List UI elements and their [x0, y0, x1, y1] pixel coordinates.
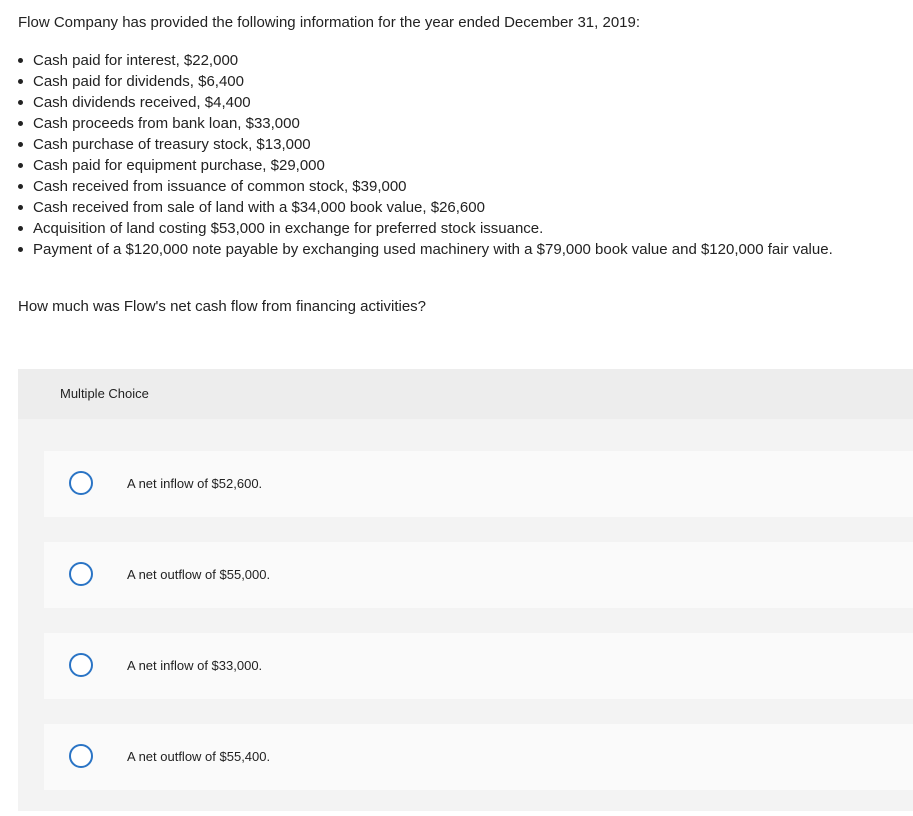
facts-list [18, 50, 833, 260]
bullet-icon [18, 163, 23, 168]
answer-option-1[interactable] [44, 451, 913, 517]
fact-text: Cash received from issuance of common stock, $39,000 [33, 178, 407, 195]
fact-text: Cash received from sale of land with a $34,000 book value, $26,600 [33, 199, 485, 216]
radio-button[interactable] [69, 744, 93, 768]
bullet-icon [18, 226, 23, 231]
fact-text: Cash paid for equipment purchase, $29,000 [33, 157, 325, 174]
radio-button[interactable] [69, 471, 93, 495]
bullet-icon [18, 184, 23, 189]
bullet-icon [18, 58, 23, 63]
multiple-choice-header [18, 369, 913, 419]
answer-option-4[interactable] [44, 724, 913, 790]
answer-label: A net inflow of $52,600. [127, 476, 263, 491]
question-intro: Flow Company has provided the following information for the year ended December 31, 2019: [18, 14, 641, 31]
answer-label: A net outflow of $55,000. [127, 567, 271, 582]
multiple-choice-panel [18, 369, 913, 811]
answer-option-2[interactable] [44, 542, 913, 608]
fact-item [18, 155, 833, 176]
answer-label: A net inflow of $33,000. [127, 658, 263, 673]
fact-item [18, 92, 833, 113]
question-prompt: How much was Flow's net cash flow from financing activities? [18, 298, 427, 315]
radio-button[interactable] [69, 562, 93, 586]
multiple-choice-title: Multiple Choice [60, 386, 149, 401]
fact-item [18, 134, 833, 155]
bullet-icon [18, 142, 23, 147]
bullet-icon [18, 100, 23, 105]
fact-item [18, 176, 833, 197]
fact-text: Cash paid for dividends, $6,400 [33, 73, 244, 90]
fact-item [18, 71, 833, 92]
answer-label: A net outflow of $55,400. [127, 749, 271, 764]
bullet-icon [18, 121, 23, 126]
fact-text: Cash dividends received, $4,400 [33, 94, 251, 111]
bullet-icon [18, 247, 23, 252]
fact-item [18, 113, 833, 134]
fact-item [18, 50, 833, 71]
fact-item [18, 218, 833, 239]
fact-text: Cash paid for interest, $22,000 [33, 52, 239, 69]
fact-item [18, 197, 833, 218]
answer-option-3[interactable] [44, 633, 913, 699]
fact-text: Cash proceeds from bank loan, $33,000 [33, 115, 300, 132]
bullet-icon [18, 205, 23, 210]
bullet-icon [18, 79, 23, 84]
radio-button[interactable] [69, 653, 93, 677]
fact-item [18, 239, 833, 260]
fact-text: Acquisition of land costing $53,000 in exchange for preferred stock issuance. [33, 220, 544, 237]
fact-text: Cash purchase of treasury stock, $13,000 [33, 136, 311, 153]
fact-text: Payment of a $120,000 note payable by exchanging used machinery with a $79,000 book value and $120,000 fair value. [33, 241, 833, 258]
